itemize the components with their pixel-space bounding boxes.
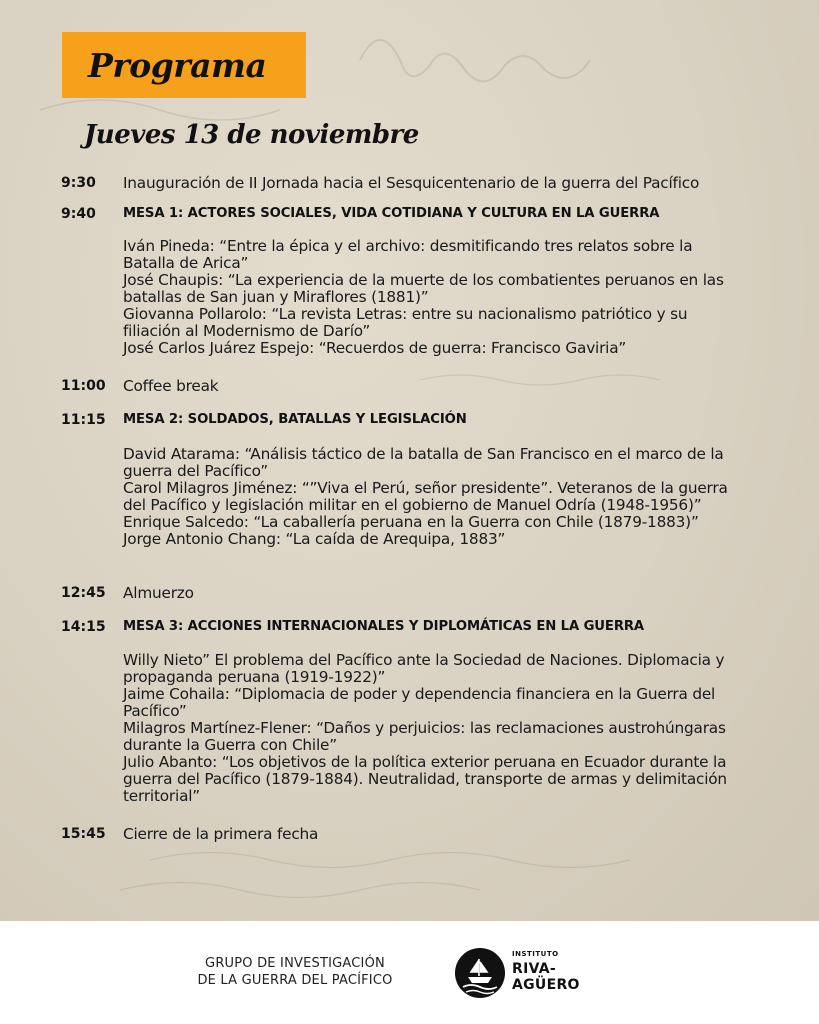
- mesa-heading: MESA 1: ACTORES SOCIALES, VIDA COTIDIANA Y CULTURA EN LA GUERRA: [123, 206, 660, 221]
- talk-item: Willy Nieto” El problema del Pacífico ante la Sociedad de Naciones. Diplomacia y propaganda peruana (1919-1922)”: [123, 651, 725, 686]
- schedule-time: 15:45: [61, 826, 106, 842]
- research-group-label: [180, 955, 410, 989]
- talk-item: Jorge Antonio Chang: “La caída de Arequipa, 1883”: [123, 530, 506, 548]
- mesa-heading: MESA 2: SOLDADOS, BATALLAS Y LEGISLACIÓN: [123, 412, 467, 427]
- talk-item: David Atarama: “Análisis táctico de la batalla de San Francisco en el marco de la guerra del Pacífico”: [123, 445, 724, 480]
- schedule-text: Inauguración de II Jornada hacia el Sesquicentenario de la guerra del Pacífico: [123, 174, 700, 192]
- talk-item: Milagros Martínez-Flener: “Daños y perjuicios: las reclamaciones austrohúngaras durante la Guerra con Chile”: [123, 719, 726, 754]
- page-title: Programa: [88, 45, 267, 85]
- logo-line-1: RIVA-: [512, 961, 557, 977]
- ship-logo-icon: [454, 947, 506, 999]
- schedule-time: 9:40: [61, 206, 96, 222]
- talk-item: José Carlos Juárez Espejo: “Recuerdos de guerra: Francisco Gaviria”: [123, 339, 627, 357]
- logo-name: [512, 961, 580, 993]
- group-line-2: DE LA GUERRA DEL PACÍFICO: [197, 973, 393, 988]
- mesa1-talk-list: [123, 238, 733, 357]
- schedule-time: 14:15: [61, 619, 106, 635]
- schedule-text: Almuerzo: [123, 584, 194, 602]
- schedule-time: 11:15: [61, 412, 106, 428]
- logo-line-2: AGÜERO: [512, 977, 580, 993]
- schedule-time: 12:45: [61, 585, 106, 601]
- mesa3-talk-list: [123, 652, 733, 805]
- mesa-heading: MESA 3: ACCIONES INTERNACIONALES Y DIPLOMÁTICAS EN LA GUERRA: [123, 619, 645, 634]
- logo-institute-label: INSTITUTO: [512, 950, 559, 958]
- footer: [0, 921, 819, 1024]
- mesa2-talk-list: [123, 446, 733, 548]
- title-banner: [62, 32, 306, 98]
- talk-item: Carol Milagros Jiménez: “”Viva el Perú, señor presidente”. Veteranos de la guerra del Pacífico y legislación militar en el gobierno de Manuel Odría (1948-1956)”: [123, 479, 728, 514]
- talk-item: Enrique Salcedo: “La caballería peruana en la Guerra con Chile (1879-1883)”: [123, 513, 699, 531]
- schedule-time: 11:00: [61, 378, 106, 394]
- schedule-text: Coffee break: [123, 377, 219, 395]
- group-line-1: GRUPO DE INVESTIGACIÓN: [205, 956, 385, 971]
- day-heading: Jueves 13 de noviembre: [84, 120, 419, 150]
- talk-item: José Chaupis: “La experiencia de la muerte de los combatientes peruanos en las batallas de San juan y Miraflores (1881)”: [123, 271, 724, 306]
- schedule-time: 9:30: [61, 175, 96, 191]
- talk-item: Jaime Cohaila: “Diplomacia de poder y dependencia financiera en la Guerra del Pacífico”: [123, 685, 716, 720]
- talk-item: Julio Abanto: “Los objetivos de la política exterior peruana en Ecuador durante la guerra del Pacífico (1879-1884). Neutralidad, transporte de armas y delimitación territorial”: [123, 753, 727, 805]
- talk-item: Giovanna Pollarolo: “La revista Letras: entre su nacionalismo patriótico y su filiación al Modernismo de Darío”: [123, 305, 688, 340]
- schedule-text: Cierre de la primera fecha: [123, 825, 319, 843]
- talk-item: Iván Pineda: “Entre la épica y el archivo: desmitificando tres relatos sobre la Batalla de Arica”: [123, 237, 693, 272]
